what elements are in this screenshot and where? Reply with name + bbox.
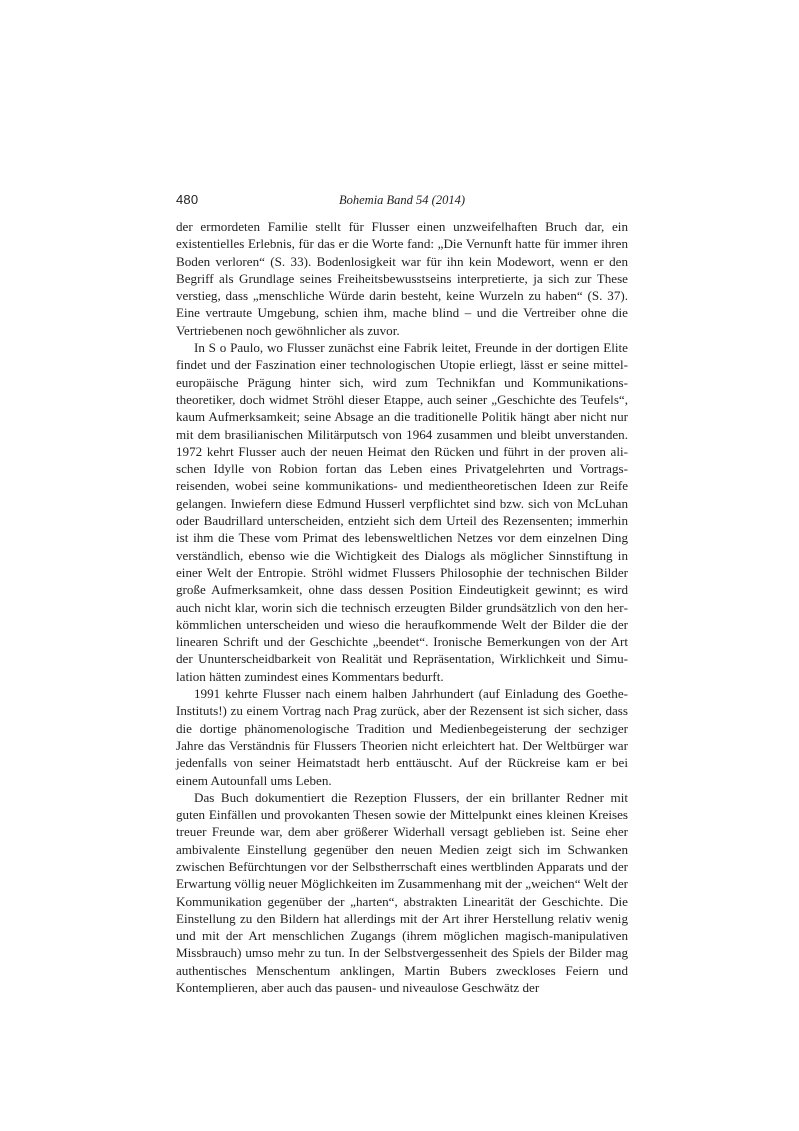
paragraph-reception: Das Buch dokumentiert die Rezeption Flussers, der ein brillanter Redner mit guten Einfällen und provokanten Thesen sowie der Mittelpunkt eines kleinen Kreises treuer Freunde war, dem aber größerer Widerhall versagt geblieben ist. Seine eher ambivalente Einstellung gegenüber den neuen Medien zeigt sich im Schwanken zwischen Befürchtungen vor der Selbstherrschaft eines wertblinden Apparats und der Erwartung völlig neuer Möglichkeiten im Zusammenhang mit der „weichen“ Welt der Kommunikation gegenüber der „harten“, abstrakten Linearität der Geschichte. Die Einstellung zu den Bildern hat allerdings mit der Art ihrer Herstellung relativ wenig und mit der Art menschlichen Zugangs (ihrem möglichen magisch-manipulativen Missbrauch) umso mehr zu tun. In der Selbstvergessenheit des Spiels der Bilder mag authentisches Menschentum anklingen, Martin Bubers zweckloses Feiern und Kontemplieren, aber auch das pausen- und niveaulose Geschwätz der	[176, 789, 628, 996]
page-number: 480	[176, 192, 199, 207]
paragraph-1991: 1991 kehrte Flusser nach einem halben Jahrhundert (auf Einladung des Goethe-Instituts!) zu einem Vortrag nach Prag zurück, aber der Rezensent ist sich sicher, dass die dortige phänomenologische Tradition und Medienbegeisterung der sechziger Jahre das Verständnis für Flussers Theorien nicht erleichtert hat. Der Weltbürger war jedenfalls von seiner Heimatstadt herb enttäuscht. Auf der Rückreise kam er bei einem Autounfall ums Leben.	[176, 686, 628, 788]
paragraph-sao-paulo: In S o Paulo, wo Flusser zunächst eine Fabrik leitet, Freunde in der dortigen Elite findet und der Faszination einer technologischen Utopie erliegt, lässt er seine mitteleuropäische Prägung hinter sich, wird zum Technikfan und Kommunikationstheoretiker, doch widmet Ströhl dieser Etappe, auch seiner „Geschichte des Teufels“, kaum Aufmerksamkeit; seine Absage an die traditionelle Politik hängt aber nicht nur mit dem brasilianischen Militärputsch von 1964 zusammen und bleibt unverstanden. 1972 kehrt Flusser auch der neuen Heimat den Rücken und führt in der proven alischen Idylle von Robion fortan das Leben eines Privatgelehrten und Vortragsreisenden, wobei seine kommunikations- und medientheoretischen Ideen zur Reife gelangen. Inwiefern diese Edmund Husserl verpflichtet sind bzw. sich von McLuhan oder Baudrillard unterscheiden, entzieht sich dem Urteil des Rezensenten; immerhin ist ihm die These vom Primat des lebensweltlichen Netzes vor dem einzelnen Ding verständlich, ebenso wie die Wichtigkeit des Dialogs als möglicher Sinnstiftung in einer Welt der Entropie. Ströhl widmet Flussers Philosophie der technischen Bilder große Aufmerksamkeit, ohne dass dessen Position Eindeutigkeit gewinnt; es wird auch nicht klar, worin sich die technisch erzeugten Bilder grundsätzlich von den herkömmlichen unterscheiden und wieso die heraufkommende Welt der Bilder die der linearen Schrift und der Geschichte „beendet“. Ironische Bemerkungen von der Art der Ununterscheidbarkeit von Realität und Repräsentation, Wirklichkeit und Simulation hätten zumindest eines Kommentars bedurft.	[176, 340, 628, 684]
page	[176, 192, 628, 996]
body-text	[176, 218, 628, 996]
running-title: Bohemia Band 54 (2014)	[338, 193, 466, 207]
page-header	[176, 192, 628, 214]
paragraph-continuation: der ermordeten Familie stellt für Flusser einen unzweifelhaften Bruch dar, ein existentielles Erlebnis, für das er die Worte fand: „Die Vernunft hatte für immer ihren Boden verloren“ (S. 33). Bodenlosigkeit war für ihn kein Modewort, wenn er den Begriff als Grundlage seines Freiheitsbewusstseins interpretierte, ja sich zur These verstieg, dass „menschliche Würde darin besteht, keine Wurzeln zu haben“ (S. 37). Eine vertraute Umgebung, schien ihm, mache blind – und die Vertreiber ohne die Vertriebenen noch gewöhnlicher als zuvor.	[176, 219, 628, 338]
